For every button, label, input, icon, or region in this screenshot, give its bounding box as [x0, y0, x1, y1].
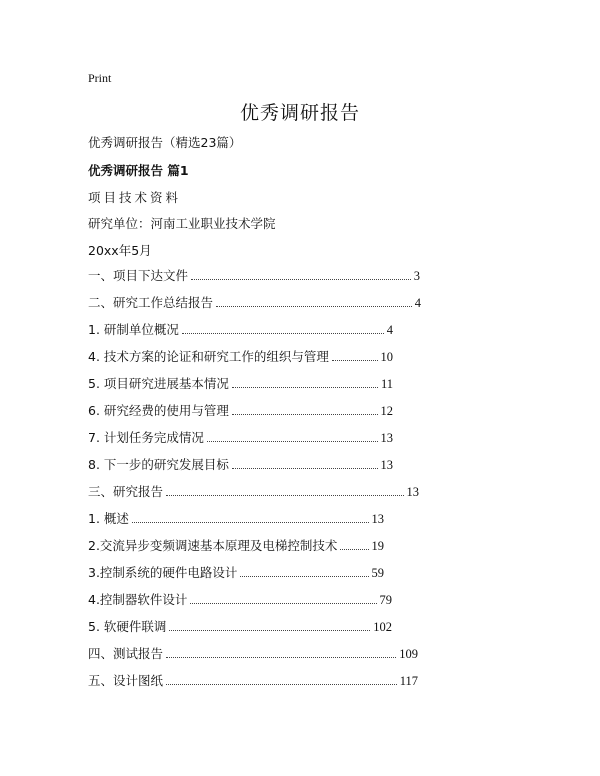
toc-item-label: 8. 下一步的研究发展目标: [88, 457, 229, 472]
toc-item-label: 6. 研究经费的使用与管理: [88, 403, 229, 418]
toc-item[interactable]: [88, 401, 393, 419]
toc-leader-dots: [169, 629, 370, 631]
toc-item-page: 13: [371, 512, 384, 526]
toc-item-label: 二、研究工作总结报告: [88, 295, 214, 310]
toc-item-page: 12: [380, 404, 393, 418]
toc-item-label: 4.控制器软件设计: [88, 592, 188, 607]
toc-leader-dots: [166, 656, 396, 658]
toc-item[interactable]: [88, 374, 393, 392]
toc-leader-dots: [207, 440, 378, 442]
toc-item-page: 59: [371, 566, 384, 580]
toc-leader-dots: [232, 467, 378, 469]
toc-item-page: 10: [380, 350, 393, 364]
toc-leader-dots: [191, 278, 411, 280]
toc-item[interactable]: [88, 347, 393, 365]
toc-item[interactable]: [88, 536, 384, 554]
toc-item[interactable]: [88, 320, 393, 338]
toc-item-label: 7. 计划任务完成情况: [88, 430, 204, 445]
toc-item-page: 13: [380, 458, 393, 472]
toc-item[interactable]: [88, 644, 418, 662]
toc-leader-dots: [216, 305, 412, 307]
toc-leader-dots: [240, 575, 368, 577]
toc-item-label: 1. 研制单位概况: [88, 322, 179, 337]
section-heading: 优秀调研报告 篇1: [88, 163, 189, 178]
toc-leader-dots: [232, 413, 378, 415]
toc-item-label: 四、测试报告: [88, 646, 164, 661]
toc-item-page: 13: [406, 485, 419, 499]
toc-leader-dots: [190, 602, 376, 604]
page-title: 优秀调研报告: [239, 102, 360, 124]
toc-item-label: 1. 概述: [88, 511, 129, 526]
toc-item-label: 三、研究报告: [88, 484, 164, 499]
toc-item-label: 一、项目下达文件: [88, 268, 189, 283]
toc-leader-dots: [132, 521, 369, 523]
project-label: 项目技术资料: [88, 190, 182, 205]
toc-item-label: 4. 技术方案的论证和研究工作的组织与管理: [88, 349, 329, 364]
report-date: 20xx年5月: [88, 243, 152, 258]
toc-item[interactable]: [88, 455, 393, 473]
toc-item-page: 4: [414, 296, 421, 310]
toc-item[interactable]: [88, 617, 392, 635]
toc-item-page: 4: [386, 323, 393, 337]
toc-item-page: 79: [379, 593, 392, 607]
print-label[interactable]: Print: [88, 71, 112, 85]
toc-item[interactable]: [88, 590, 392, 608]
toc-item-page: 117: [399, 674, 418, 688]
toc-leader-dots: [166, 683, 397, 685]
toc-item-page: 3: [413, 269, 420, 283]
toc-item-label: 5. 软硬件联调: [88, 619, 167, 634]
toc-item-label: 5. 项目研究进展基本情况: [88, 376, 229, 391]
toc-leader-dots: [166, 494, 403, 496]
toc-item-label: 五、设计图纸: [88, 673, 164, 688]
toc-item[interactable]: [88, 671, 418, 689]
toc-item-page: 102: [373, 620, 392, 634]
toc-item-label: 2.交流异步变频调速基本原理及电梯控制技术: [88, 538, 338, 553]
research-unit: 研究单位：河南工业职业技术学院: [88, 216, 276, 231]
toc-item[interactable]: [88, 509, 384, 527]
toc-item[interactable]: [88, 563, 384, 581]
toc-item[interactable]: [88, 266, 420, 284]
toc-item-page: 19: [371, 539, 384, 553]
toc-leader-dots: [232, 386, 378, 388]
toc-item-page: 11: [380, 377, 393, 391]
toc-item-page: 109: [399, 647, 418, 661]
toc-item[interactable]: [88, 293, 421, 311]
document-subtitle: 优秀调研报告（精选23篇）: [88, 135, 242, 150]
toc-item[interactable]: [88, 482, 419, 500]
toc-item-label: 3.控制系统的硬件电路设计: [88, 565, 238, 580]
toc-leader-dots: [340, 548, 368, 550]
toc-leader-dots: [182, 332, 384, 334]
toc-item[interactable]: [88, 428, 393, 446]
toc-leader-dots: [332, 359, 378, 361]
toc-item-page: 13: [380, 431, 393, 445]
